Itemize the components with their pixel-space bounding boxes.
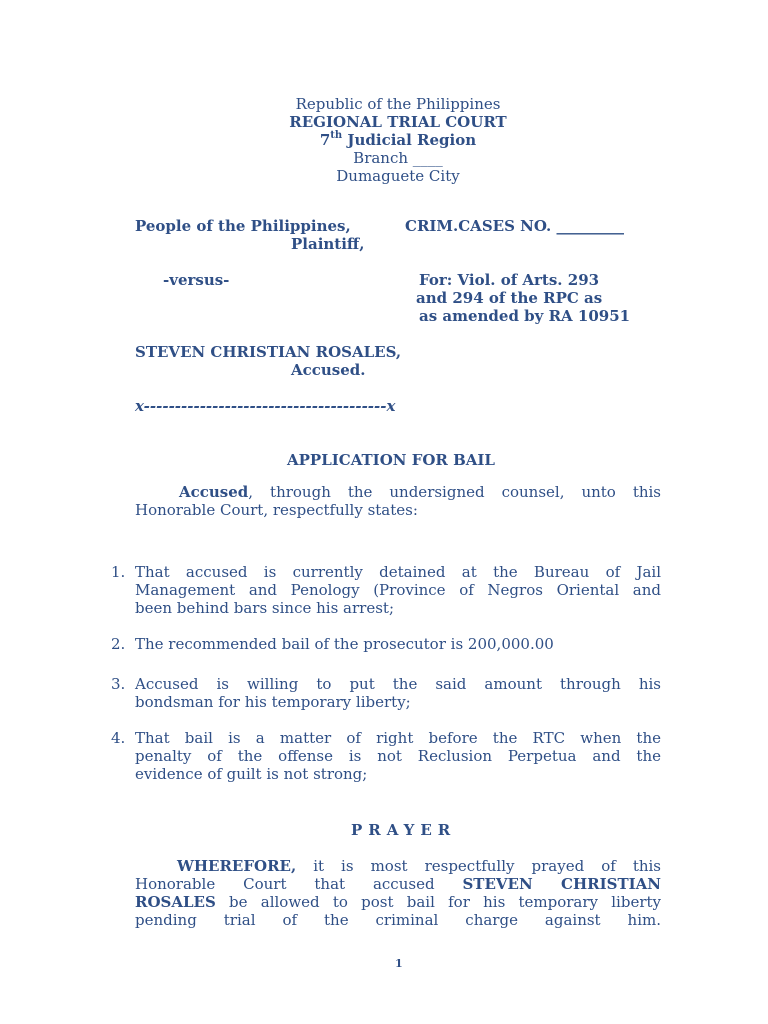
prayer-line-2: Honorable Court that accused STEVEN CHRISTIAN [135,875,662,893]
prayer-line-4: pending trial of the criminal charge against him. [135,911,661,929]
versus-label: -versus- [163,271,230,289]
prayer-heading: PRAYER [351,821,457,839]
intro-line-2: Honorable Court, respectfully states: [135,501,418,519]
item-3-number: 3. [111,675,126,693]
charge-line-2: and 294 of the RPC as [416,289,603,307]
document-title: APPLICATION FOR BAIL [287,451,495,469]
intro-line-1: Accused, through the undersigned counsel, unto this [179,483,661,501]
item-1-line-1: That accused is currently detained at the Bureau of Jail [135,563,661,581]
item-3-line-2: bondsman for his temporary liberty; [135,693,411,711]
item-4-line-1: That bail is a matter of right before the RTC when the [135,729,661,747]
accused-name: STEVEN CHRISTIAN ROSALES, [135,343,402,361]
republic-line: Republic of the Philippines [295,95,501,113]
city-line: Dumaguete City [336,167,460,185]
plaintiff-name: People of the Philippines, [135,217,351,235]
court-name: REGIONAL TRIAL COURT [289,113,507,131]
accused-role: Accused. [291,361,366,379]
item-3-line-1: Accused is willing to put the said amount through his [135,675,661,693]
item-1-line-2: Management and Penology (Province of Negros Oriental and [135,581,661,599]
item-4-line-2: penalty of the offense is not Reclusion Perpetua and the [135,747,661,765]
prayer-line-1: WHEREFORE, it is most respectfully prayed of this [177,857,661,875]
item-2-line-1: The recommended bail of the prosecutor is 200,000.00 [135,635,554,653]
page-number: 1 [395,957,403,970]
item-4-number: 4. [111,729,126,747]
plaintiff-role: Plaintiff, [291,235,365,253]
charge-line-1: For: Viol. of Arts. 293 [419,271,600,289]
branch-line: Branch ____ [353,149,443,167]
item-1-line-3: been behind bars since his arrest; [135,599,394,617]
caption-divider: x---------------------------------------x [135,397,396,415]
judicial-region: 7th Judicial Region [319,130,477,149]
charge-line-3: as amended by RA 10951 [419,307,631,325]
item-4-line-3: evidence of guilt is not strong; [135,765,368,783]
prayer-line-3: ROSALES be allowed to post bail for his temporary liberty [135,893,661,911]
case-number: CRIM.CASES NO. _________ [405,217,624,235]
item-2-number: 2. [111,635,126,653]
item-1-number: 1. [111,563,126,581]
